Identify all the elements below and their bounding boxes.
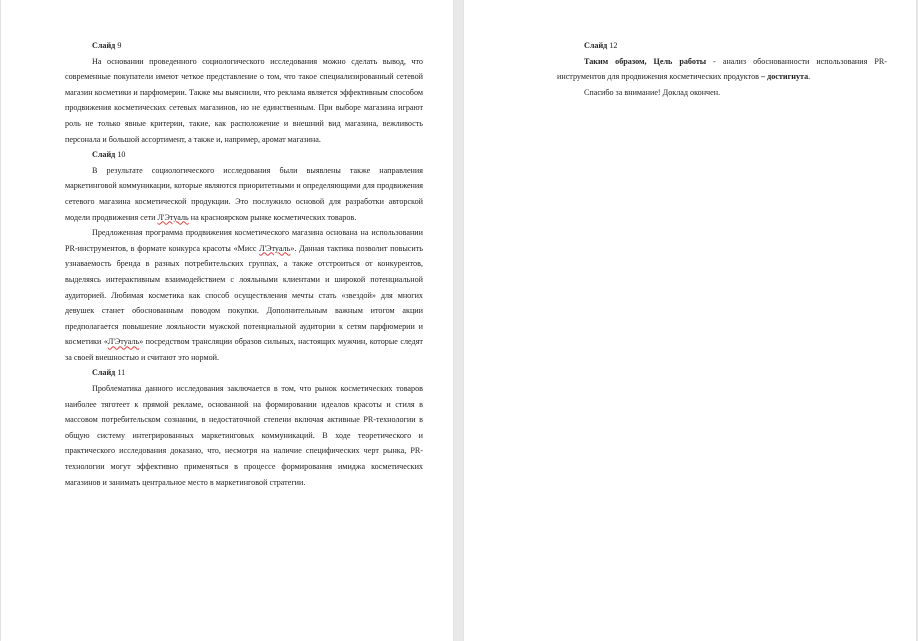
- slide-11-paragraph: Проблематика данного исследования заключается в том, что рынок косметических товаров наиболее тяготеет к прямой рекламе, основанной на формировании идеалов красоты и стиля в массовом потребительском сознании, в недостаточной степени включая активные PR-технологии в общую систему интегрированных маркетинговых коммуникаций. В ходе теоретического и практического исследования доказано, что, несмотря на наличие специфических черт рынка, PR-технологии могут эффективно применяться в процессе формирования имиджа косметических магазинов и занимать центральное место в маркетинговой стратегии.: [65, 384, 423, 487]
- slide-9-paragraph: На основании проведенного социологического исследования можно сделать вывод, что современные покупатели имеют четкое представление о том, что такое специализированный сетевой магазин косметики и парфюмерии. Также мы выяснили, что реклама является эффективным способом продвижения косметических сетевых магазинов, но не единственным. При выборе магазина играют роль не только явные критерии, такие, как расположение и внешний вид магазина, вежливость персонала и большой ассортимент, а также и, например, аромат магазина.: [65, 56, 423, 144]
- slide-11-heading: Слайд 11: [92, 368, 126, 378]
- document-page-right: [464, 0, 916, 641]
- slide-10-paragraph-1: В результате социологического исследования были выявлены также направления маркетинговой коммуникации, которые являются приоритетными и определяющими для продвижения сетевого магазина косметической продукции. Это послужило основой для разработки авторской модели продвижения сети Л'Этуаль на красноярском рынке косметических товаров.: [65, 165, 423, 222]
- slide-10-paragraph-2: Предложенная программа продвижения косметического магазина основана на использовании PR-инструментов, в формате конкурса красоты «Мисс Л'Этуаль». Данная тактика позволит повысить узнаваемость бренда в разных потребительских группах, а также отстроиться от конкурентов, выделяясь интерактивным взаимодействием с лояльными клиентами и широкой потенциальной аудиторией. Любимая косметика как способ осуществления мечты стать «звездой» для многих девушек станет обоснованным поводом покупки. Дополнительным важным итогом акции предполагается повышение лояльности мужской потенциальной аудитории к сетям парфюмерии и косметики «Л'Этуаль» посредством трансляции образов сильных, настоящих мужчин, которые следят за своей внешностью и считают это нормой.: [65, 228, 424, 362]
- slide-12-paragraph-2: Спасибо за внимание! Доклад окончен.: [584, 87, 721, 97]
- slide-9-heading: Слайд 9: [92, 41, 122, 50]
- document-page-left: [1, 0, 453, 641]
- slide-10-heading: Слайд 10: [92, 150, 126, 160]
- page-text-right: [557, 38, 887, 100]
- spellcheck-word[interactable]: Л'Этуаль: [157, 212, 189, 222]
- page-text-left: [65, 38, 423, 490]
- spellcheck-word[interactable]: Л'Этуаль: [259, 243, 291, 253]
- slide-12-paragraph-1: Таким образом, Цель работы - анализ обоснованности использования PR-инструментов для продвижения косметических продуктов – достигнута.: [557, 56, 887, 82]
- spellcheck-word[interactable]: Л'Этуаль: [107, 337, 140, 347]
- slide-12-heading: Слайд 12: [584, 41, 618, 50]
